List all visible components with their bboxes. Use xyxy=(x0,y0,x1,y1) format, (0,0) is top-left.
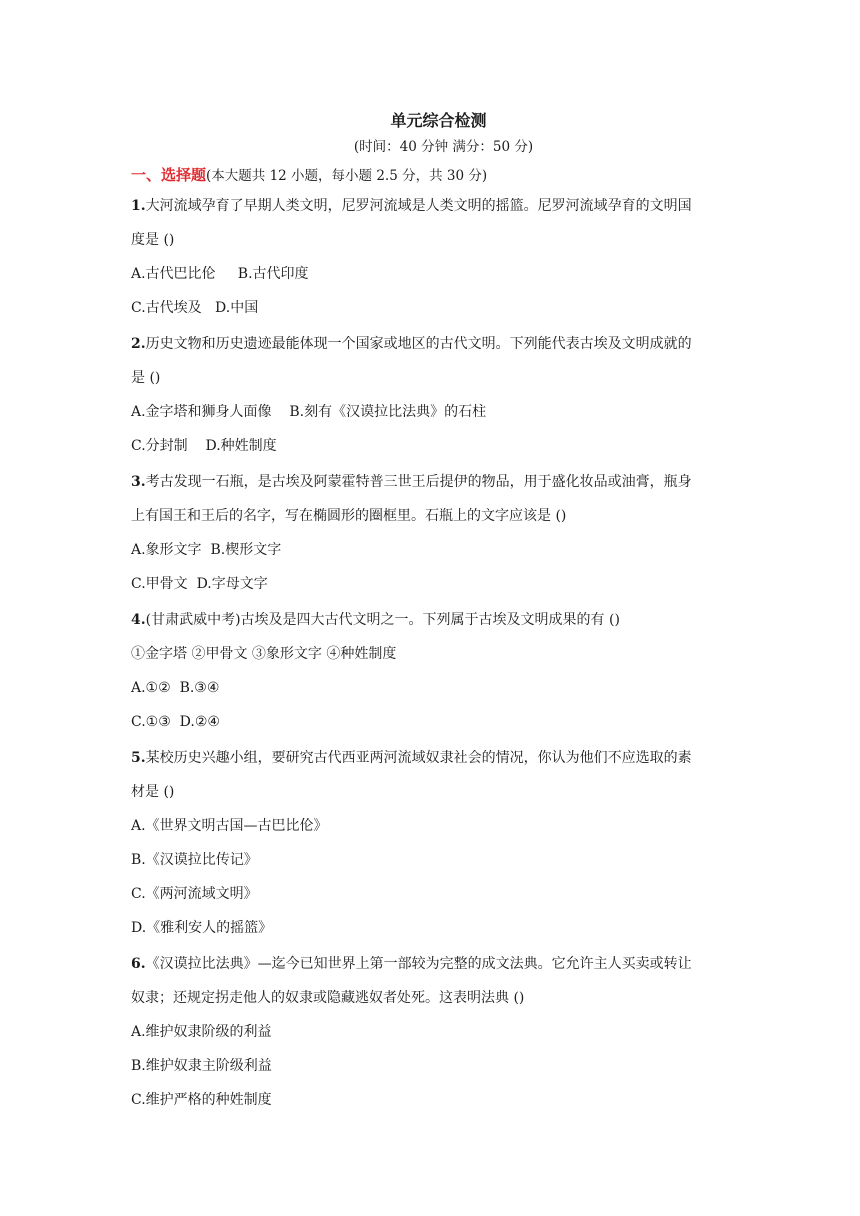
question-number: 1. xyxy=(131,198,146,214)
option-line: B.维护奴隶主阶级利益 xyxy=(131,1058,272,1074)
question-stem: 6.《汉谟拉比法典》—迄今已知世界上第一部较为完整的成文法典。它允许主人买卖或转让 xyxy=(131,956,692,972)
option-line: C.维护严格的种姓制度 xyxy=(131,1092,272,1108)
option-line: C.《两河流域文明》 xyxy=(131,886,258,902)
question-stem: 2.历史文物和历史遗迹最能体现一个国家或地区的古代文明。下列能代表古埃及文明成就的 xyxy=(131,336,692,352)
question-stem-cont: 材是 () xyxy=(131,784,175,800)
question-number: 6. xyxy=(131,956,146,972)
option-line: A.金字塔和狮身人面像 B.刻有《汉谟拉比法典》的石柱 xyxy=(131,404,487,420)
option-line: A.维护奴隶阶级的利益 xyxy=(131,1024,272,1040)
option-line: A.①② B.③④ xyxy=(131,680,220,696)
option-line: A.《世界文明古国—古巴比伦》 xyxy=(131,818,328,834)
question-stem-cont: 度是 () xyxy=(131,232,175,248)
question-2 xyxy=(131,327,732,463)
question-stem-cont: 是 () xyxy=(131,370,161,386)
page-title: 单元综合检测 xyxy=(390,111,487,130)
question-1 xyxy=(131,189,732,325)
section-note: (本大题共 12 小题，每小题 2.5 分，共 30 分) xyxy=(206,168,488,184)
question-5 xyxy=(131,741,732,945)
section-title: 一、选择题 xyxy=(131,166,207,184)
option-line: C.甲骨文 D.字母文字 xyxy=(131,576,268,592)
option-line: A.象形文字 B.楔形文字 xyxy=(131,542,282,558)
section-heading xyxy=(131,164,732,187)
question-stem-cont: 奴隶；还规定拐走他人的奴隶或隐藏逃奴者处死。这表明法典 () xyxy=(131,990,525,1006)
option-line: C.①③ D.②④ xyxy=(131,714,220,730)
option-line: B.《汉谟拉比传记》 xyxy=(131,852,258,868)
question-stem: 1.大河流域孕育了早期人类文明，尼罗河流域是人类文明的摇篮。尼罗河流域孕育的文明国 xyxy=(131,198,692,214)
exam-info: (时间：40 分钟 满分：50 分) xyxy=(353,139,534,155)
option-line: C.古代埃及 D.中国 xyxy=(131,300,259,316)
question-6 xyxy=(131,947,732,1117)
question-stem: 5.某校历史兴趣小组，要研究古代西亚两河流域奴隶社会的情况，你认为他们不应选取的素 xyxy=(131,750,692,766)
question-stem-cont: 上有国王和王后的名字，写在椭圆形的圈框里。石瓶上的文字应该是 () xyxy=(131,508,567,524)
option-line: C.分封制 D.种姓制度 xyxy=(131,438,277,454)
question-stem: 3.考古发现一石瓶，是古埃及阿蒙霍特普三世王后提伊的物品，用于盛化妆品或油膏，瓶身 xyxy=(131,474,692,490)
question-stem-cont: ①金字塔 ②甲骨文 ③象形文字 ④种姓制度 xyxy=(131,646,397,662)
option-line: D.《雅利安人的摇篮》 xyxy=(131,920,273,936)
question-number: 5. xyxy=(131,750,146,766)
question-stem: 4.(甘肃武威中考)古埃及是四大古代文明之一。下列属于古埃及文明成果的有 () xyxy=(131,612,620,628)
question-3 xyxy=(131,465,732,601)
question-4 xyxy=(131,603,732,739)
question-number: 3. xyxy=(131,474,146,490)
question-number: 2. xyxy=(131,336,146,352)
option-line: A.古代巴比伦 B.古代印度 xyxy=(131,266,309,282)
question-number: 4. xyxy=(131,612,146,628)
